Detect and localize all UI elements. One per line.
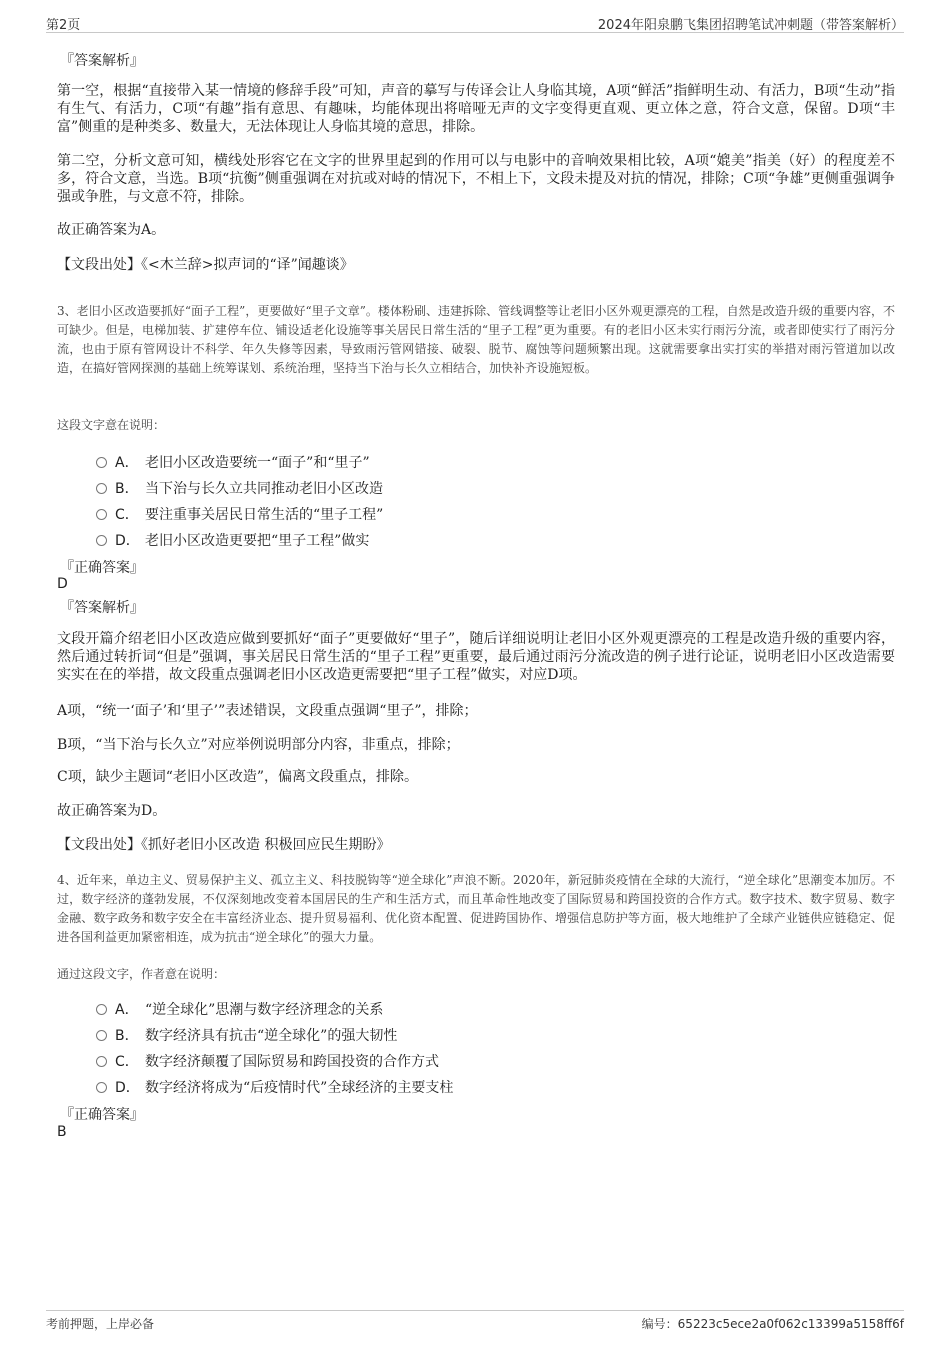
- analysis-paragraph: C项，缺少主题词“老旧小区改造”，偏离文段重点，排除。: [57, 769, 419, 785]
- option-c[interactable]: C． 数字经济颠覆了国际贸易和跨国投资的合作方式: [96, 1051, 439, 1071]
- analysis-paragraph: 第二空，分析文意可知，横线处形容它在文字的世界里起到的作用可以与电影中的音响效果相比较，A项“媲美”指美（好）的程度差不多，符合文意，当选。B项“抗衡”侧重强调在对抗或对峙的情况下，不相上下，文段未提及对抗的情况，排除；C项“争雄”更侧重强调争强或争胜，与文意不符，排除。: [57, 153, 895, 205]
- correct-answer: D: [57, 576, 68, 592]
- document-title: 2024年阳泉鹏飞集团招聘笔试冲刺题（带答案解析）: [597, 18, 904, 33]
- analysis-label: 『答案解析』: [60, 600, 144, 616]
- question-prompt: 这段文字意在说明：: [57, 418, 166, 432]
- analysis-paragraph: A项，“统一‘面子’和‘里子’”表述错误，文段重点强调“里子”，排除；: [57, 703, 478, 719]
- option-c[interactable]: C． 要注重事关居民日常生活的“里子工程”: [96, 504, 383, 524]
- analysis-paragraph: 第一空，根据“直接带入某一情境的修辞手段”可知，声音的摹写与传译会让人身临其境，A项“鲜活”指鲜明生动、有活力，B项“生动”指有生气、有活力，C项“有趣”指有意思、有趣味，均能体现出将喑哑无声的文字变得更直观、更立体之意，符合文意，保留。D项“丰富”侧重的是种类多、数量大，无法体现让人身临其境的意思，排除。: [57, 83, 895, 135]
- radio-icon[interactable]: [96, 1056, 107, 1067]
- option-a[interactable]: A． “逆全球化”思潮与数字经济理念的关系: [96, 999, 383, 1019]
- question-prompt: 通过这段文字，作者意在说明：: [57, 967, 226, 981]
- conclusion: 故正确答案为D。: [57, 803, 167, 819]
- radio-icon[interactable]: [96, 1004, 107, 1015]
- analysis-label: 『答案解析』: [60, 53, 144, 69]
- option-b[interactable]: B． 数字经济具有抗击“逆全球化”的强大韧性: [96, 1025, 397, 1045]
- radio-icon[interactable]: [96, 457, 107, 468]
- correct-answer-label: 『正确答案』: [60, 560, 144, 576]
- radio-icon[interactable]: [96, 509, 107, 520]
- analysis-paragraph: B项，“当下治与长久立”对应举例说明部分内容，非重点，排除；: [57, 737, 460, 753]
- correct-answer-label: 『正确答案』: [60, 1107, 144, 1123]
- radio-icon[interactable]: [96, 1030, 107, 1041]
- footer-slogan: 考前押题，上岸必备: [46, 1317, 155, 1331]
- question-passage: 4、近年来，单边主义、贸易保护主义、孤立主义、科技脱钩等“逆全球化”声浪不断。2020年，新冠肺炎疫情在全球的大流行，“逆全球化”思潮变本加厉。不过，数字经济的蓬勃发展，不仅深刻地改变着本国居民的生产和生活方式，而且革命性地改变了国际贸易和跨国投资的合作方式。数字技术、数字贸易、数字金融、数字政务和数字安全在丰富经济业态、提升贸易福利、优化资本配置、促进跨国协作、增强信息防护等方面，极大地维护了全球产业链供应链稳定、促进各国利益更加紧密相连，成为抗击“逆全球化”的强大力量。: [57, 873, 895, 944]
- radio-icon[interactable]: [96, 483, 107, 494]
- page-header: [46, 12, 904, 33]
- source-citation: 【文段出处】《抓好老旧小区改造 积极回应民生期盼》: [57, 837, 391, 853]
- correct-answer: B: [57, 1124, 67, 1140]
- document-id: 编号：65223c5ece2a0f062c13399a5158ff6f: [641, 1317, 904, 1331]
- option-a[interactable]: A． 老旧小区改造要统一“面子”和“里子”: [96, 452, 370, 472]
- option-b[interactable]: B． 当下治与长久立共同推动老旧小区改造: [96, 478, 383, 498]
- page-number: 第2页: [46, 18, 81, 33]
- radio-icon[interactable]: [96, 535, 107, 546]
- option-d[interactable]: D． 数字经济将成为“后疫情时代”全球经济的主要支柱: [96, 1077, 453, 1097]
- option-d[interactable]: D． 老旧小区改造更要把“里子工程”做实: [96, 530, 369, 550]
- conclusion: 故正确答案为A。: [57, 222, 166, 238]
- radio-icon[interactable]: [96, 1082, 107, 1093]
- analysis-paragraph: 文段开篇介绍老旧小区改造应做到要抓好“面子”更要做好“里子”，随后详细说明让老旧小区外观更漂亮的工程是改造升级的重要内容，然后通过转折词“但是”强调，事关居民日常生活的“里子工程”更重要，最后通过雨污分流改造的例子进行论证，说明老旧小区改造需要实实在在的举措，故文段重点强调老旧小区改造更需要把“里子工程”做实，对应D项。: [57, 631, 895, 683]
- question-passage: 3、老旧小区改造要抓好“面子工程”，更要做好“里子文章”。楼体粉刷、违建拆除、管线调整等让老旧小区外观更漂亮的工程，自然是改造升级的重要内容，不可缺少。但是，电梯加装、扩建停车位、铺设适老化设施等事关居民日常生活的“里子工程”更为重要。有的老旧小区未实行雨污分流，或者即使实行了雨污分流，也由于原有管网设计不科学、年久失修等因素，导致雨污管网错接、破裂、脱节、腐蚀等问题频繁出现。这就需要拿出实打实的举措对雨污管道加以改造，在搞好管网探测的基础上统筹谋划、系统治理，坚持当下治与长久立相结合，加快补齐设施短板。: [57, 304, 895, 375]
- source-citation: 【文段出处】《<木兰辞>拟声词的“译”闻趣谈》: [57, 257, 354, 273]
- page-footer: [46, 1310, 904, 1335]
